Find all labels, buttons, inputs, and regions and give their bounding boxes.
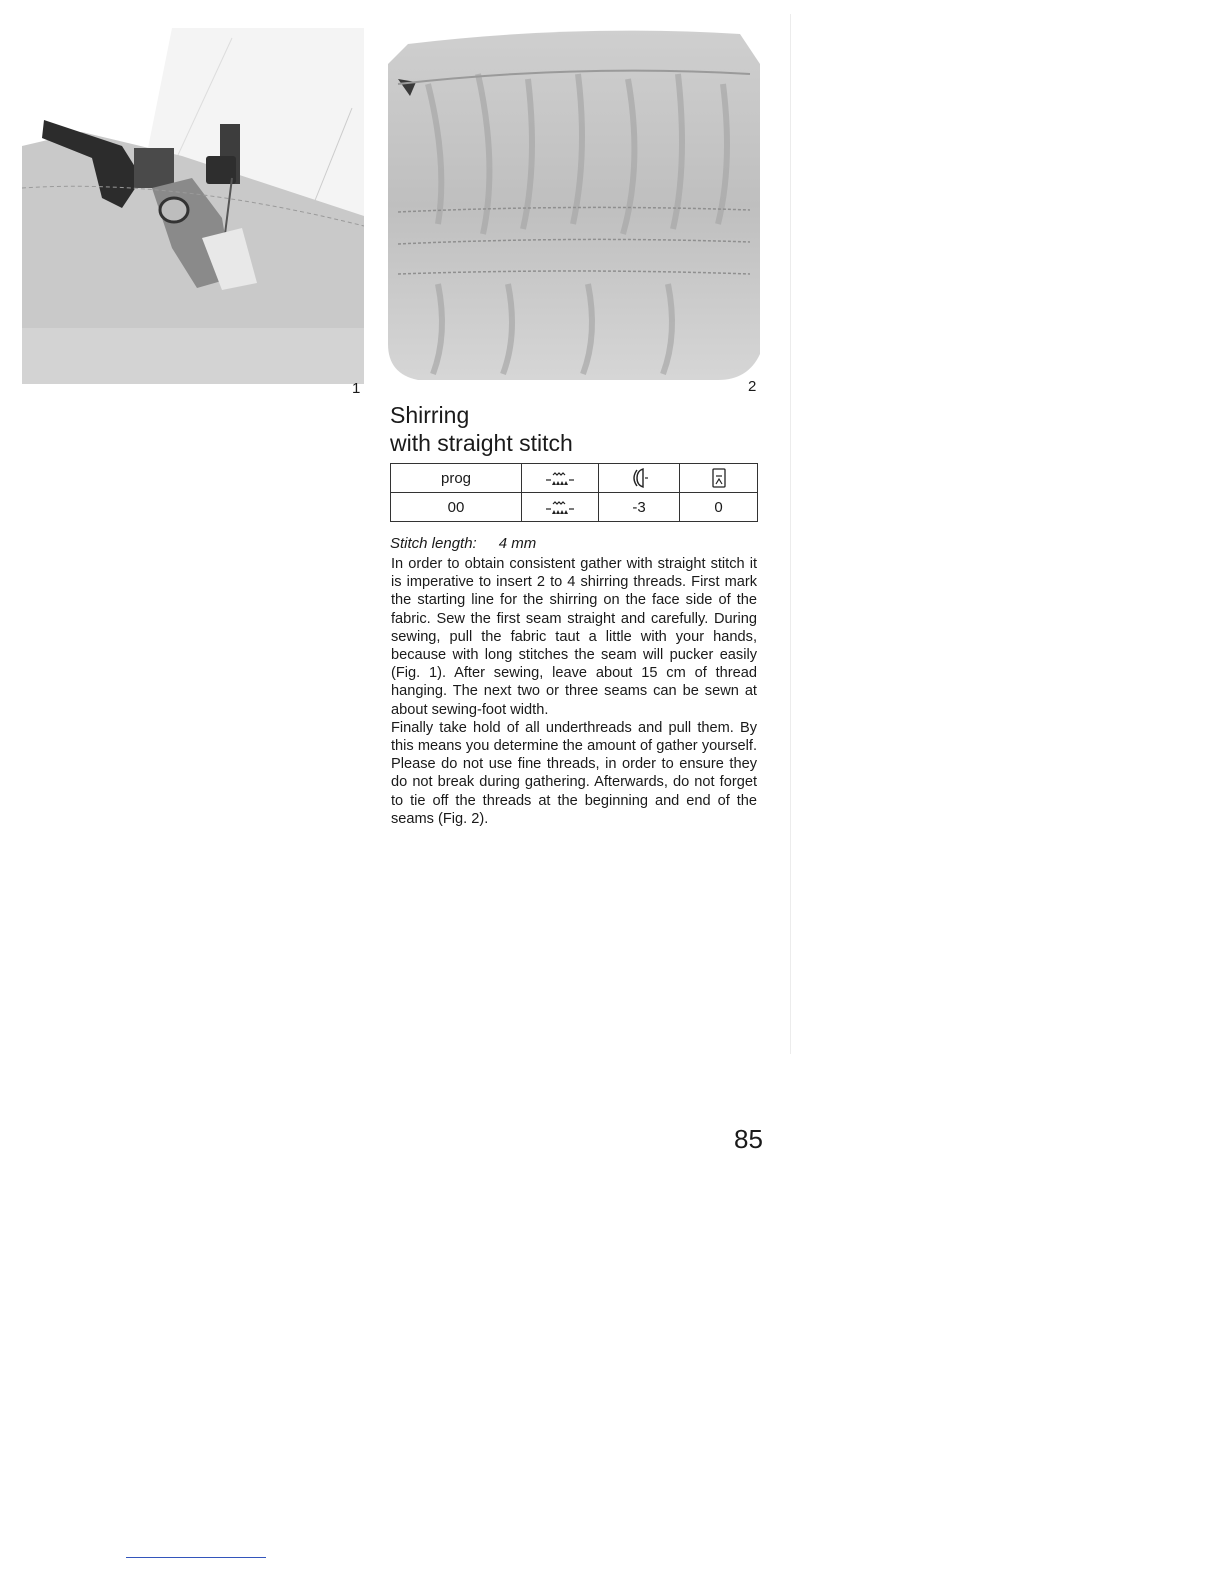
stitch-length-label: Stitch length:	[390, 535, 477, 552]
instructions-paragraph-1: In order to obtain consistent gather with straight stitch it is imperative to insert 2 to 4 shirring threads. First mark the starting line for the shirring on the face side of the fabric. Sew the first seam straight and carefully. During sewing, pull the fabric taut a little with your hands, because with long stitches the seam will pucker easily (Fig. 1). After sewing, leave about 15 cm of thread hanging. The next two or three seams can be sewn at about sewing-foot width.	[391, 556, 757, 718]
program-header: prog	[391, 464, 522, 493]
presser-foot-icon	[680, 464, 758, 493]
figure-2-photo	[388, 24, 760, 380]
presser-foot-value: 0	[680, 493, 758, 522]
settings-table-value-row	[391, 493, 758, 522]
stitch-length-icon	[599, 464, 680, 493]
settings-table-header-row	[391, 464, 758, 493]
stitch-length-value: -3	[599, 493, 680, 522]
sewing-foot-illustration	[22, 28, 364, 384]
figure-1-number: 1	[352, 380, 361, 397]
page-margin-line	[790, 14, 791, 1054]
figure-1-photo	[22, 28, 364, 384]
shirring-stitch-icon	[522, 464, 599, 493]
footnote-rule	[126, 1557, 266, 1558]
gathered-fabric-illustration	[388, 24, 760, 380]
section-title-line1: Shirring	[390, 402, 470, 428]
program-value: 00	[391, 493, 522, 522]
section-title-line2: with straight stitch	[390, 430, 573, 456]
figure-2-number: 2	[748, 378, 757, 395]
instructions-text	[391, 555, 757, 828]
stitch-length-setting: 4 mm	[498, 535, 537, 552]
shirring-stitch-icon	[522, 493, 599, 522]
settings-table	[390, 463, 758, 522]
instructions-paragraph-2: Finally take hold of all underthreads and pull them. By this means you determine the amount of gather yourself. Please do not use fine threads, in order to ensure they do not break during gathering. Afterwards, do not forget to tie off the threads at the beginning and end of the seams (Fig. 2).	[391, 719, 757, 827]
stitch-length-line	[390, 535, 536, 552]
page-number: 85	[734, 1124, 763, 1154]
